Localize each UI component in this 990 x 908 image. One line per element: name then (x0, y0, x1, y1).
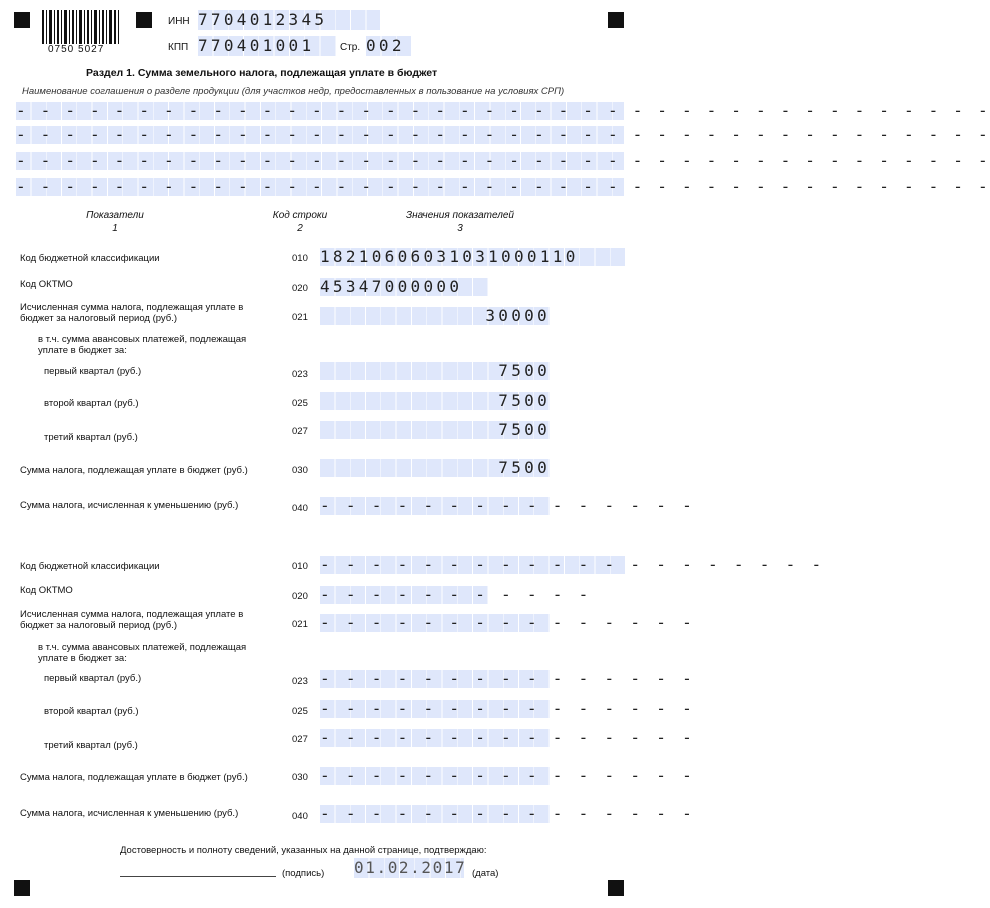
column-header-indicators (70, 209, 160, 235)
block2-q2-label: второй квартал (руб.) (44, 706, 139, 717)
date-field[interactable]: 01.02.2017 (354, 858, 467, 877)
block2-q3-label: третий квартал (руб.) (44, 740, 138, 751)
block2-kbk-field[interactable]: - - - - - - - - - - - - - - - - - - - - (320, 555, 825, 574)
column-values-number: 3 (457, 223, 463, 234)
block1-oktmo-label: Код ОКТМО (20, 279, 73, 290)
barcode (42, 10, 122, 46)
block1-q1-field[interactable]: 7500 (320, 362, 550, 380)
block2-oktmo-code: 020 (292, 591, 308, 602)
column-code-number: 2 (297, 223, 303, 234)
block2-q2-code: 025 (292, 706, 308, 717)
corner-marker-top-center (136, 12, 152, 28)
block1-calc-label: Исчисленная сумма налога, подлежащая уплате в бюджет за налоговый период (руб.) (20, 302, 244, 324)
column-indicators-title: Показатели (86, 210, 144, 221)
block2-q1-label: первый квартал (руб.) (44, 673, 142, 684)
block1-q3-field[interactable]: 7500 (320, 421, 550, 439)
block2-q2-field[interactable]: - - - - - - - - - - - - - - - (320, 699, 696, 718)
column-code-title: Код строки (272, 210, 328, 221)
corner-marker-bottom-right (608, 880, 624, 896)
block1-q2-field[interactable]: 7500 (320, 392, 550, 410)
block1-pay-code: 030 (292, 465, 308, 476)
block2-pay-code: 030 (292, 772, 308, 783)
block2-reduce-code: 040 (292, 811, 308, 822)
block1-reduce-field[interactable]: - - - - - - - - - - - - - - - (320, 496, 696, 515)
agreement-name-line-3[interactable]: - - - - - - - - - - - - - - - - - - - - - - - - - - - - - - - - - - - - - - - - (16, 151, 990, 170)
block2-kbk-code: 010 (292, 561, 308, 572)
block2-calc-code: 021 (292, 619, 308, 630)
block2-q1-field[interactable]: - - - - - - - - - - - - - - - (320, 669, 696, 688)
block1-q1-code: 023 (292, 369, 308, 380)
date-label: (дата) (472, 868, 499, 879)
block1-kbk-code: 010 (292, 253, 308, 264)
corner-marker-bottom-left (14, 880, 30, 896)
block2-calc-field[interactable]: - - - - - - - - - - - - - - - (320, 613, 696, 632)
block1-pay-field[interactable]: 7500 (320, 459, 550, 477)
block1-oktmo-field[interactable]: 45347000000 (320, 278, 488, 296)
block2-calc-label: Исчисленная сумма налога, подлежащая уплате в бюджет за налоговый период (руб.) (20, 609, 244, 631)
agreement-name-line-4[interactable]: - - - - - - - - - - - - - - - - - - - - - - - - - - - - - - - - - - - - - - - - (16, 177, 990, 196)
block1-calc-field[interactable]: 30000 (320, 307, 550, 325)
confirmation-text: Достоверность и полноту сведений, указанных на данной странице, подтверждаю: (120, 845, 487, 856)
column-header-values (390, 209, 530, 235)
block1-reduce-code: 040 (292, 503, 308, 514)
agreement-name-line-2[interactable]: - - - - - - - - - - - - - - - - - - - - - - - - - - - - - - - - - - - - - - - - (16, 125, 990, 144)
page-label: Стр. (340, 42, 361, 53)
signature-label: (подпись) (282, 868, 325, 879)
block2-oktmo-field[interactable]: - - - - - - - - - - - (320, 585, 592, 604)
block1-q2-code: 025 (292, 398, 308, 409)
column-indicators-number: 1 (112, 223, 118, 234)
block1-q1-label: первый квартал (руб.) (44, 366, 142, 377)
block2-q1-code: 023 (292, 676, 308, 687)
block2-q3-code: 027 (292, 734, 308, 745)
block2-reduce-label: Сумма налога, исчисленная к уменьшению (руб.) (20, 808, 239, 819)
block1-pay-label: Сумма налога, подлежащая уплате в бюджет (руб.) (20, 465, 248, 476)
block1-calc-code: 021 (292, 312, 308, 323)
block2-kbk-label: Код бюджетной классификации (20, 561, 160, 572)
barcode-number: 0750 5027 (48, 44, 105, 55)
block1-reduce-label: Сумма налога, исчисленная к уменьшению (руб.) (20, 500, 239, 511)
block2-reduce-field[interactable]: - - - - - - - - - - - - - - - (320, 804, 696, 823)
signature-line[interactable] (120, 876, 276, 877)
block2-pay-field[interactable]: - - - - - - - - - - - - - - - (320, 766, 696, 785)
page-number-field[interactable]: 002 (366, 36, 412, 56)
section-title: Раздел 1. Сумма земельного налога, подлежащая уплате в бюджет (86, 67, 438, 79)
block1-q3-label: третий квартал (руб.) (44, 432, 138, 443)
kpp-field[interactable]: 770401001 (198, 36, 336, 56)
inn-label: ИНН (168, 16, 190, 27)
block2-pay-label: Сумма налога, подлежащая уплате в бюджет (руб.) (20, 772, 248, 783)
agreement-name-line-1[interactable]: - - - - - - - - - - - - - - - - - - - - - - - - - - - - - - - - - - - - - - - - (16, 101, 990, 120)
barcode-bars (42, 10, 122, 44)
inn-field[interactable]: 7704012345 (198, 10, 380, 30)
block1-oktmo-code: 020 (292, 283, 308, 294)
block2-advance-label: в т.ч. сумма авансовых платежей, подлежащая уплате в бюджет за: (38, 642, 247, 664)
corner-marker-top-right (608, 12, 624, 28)
block2-oktmo-label: Код ОКТМО (20, 585, 73, 596)
corner-marker-top-left (14, 12, 30, 28)
block1-advance-label: в т.ч. сумма авансовых платежей, подлежащая уплате в бюджет за: (38, 334, 247, 356)
column-header-code (258, 209, 342, 235)
kpp-label: КПП (168, 42, 189, 53)
column-values-title: Значения показателей (405, 210, 514, 221)
block2-q3-field[interactable]: - - - - - - - - - - - - - - - (320, 728, 696, 747)
block1-kbk-label: Код бюджетной классификации (20, 253, 160, 264)
block1-kbk-field[interactable]: 18210606031031000110 (320, 248, 626, 266)
block1-q2-label: второй квартал (руб.) (44, 398, 139, 409)
block1-q3-code: 027 (292, 426, 308, 437)
agreement-caption: Наименование соглашения о разделе продукции (для участков недр, предоставленных в пользование на условиях СРП) (22, 86, 565, 97)
